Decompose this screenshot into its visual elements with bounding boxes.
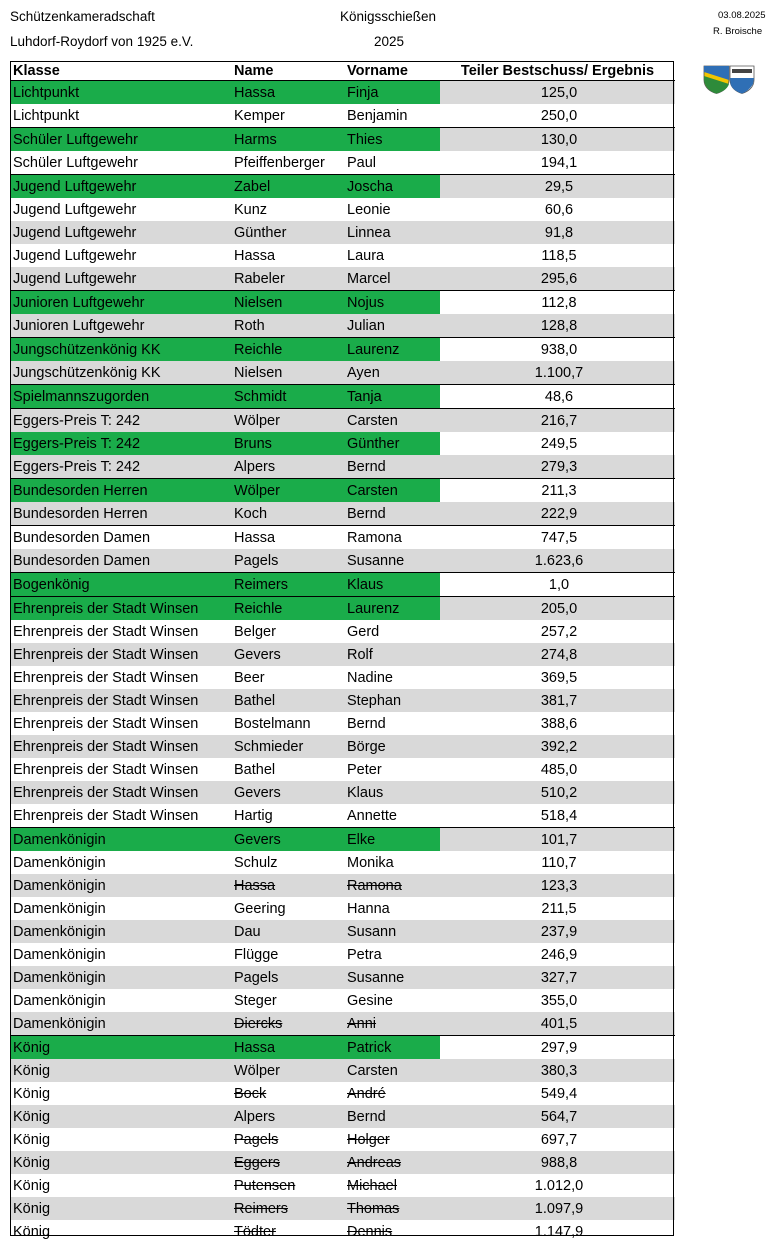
cell-name: Koch [231, 502, 344, 526]
table-row [10, 666, 675, 689]
cell-vorname: Gerd [347, 623, 380, 640]
table-row [10, 689, 675, 712]
table-row [10, 1012, 675, 1036]
cell-klasse: Bogenkönig [10, 573, 231, 597]
table-row [10, 920, 675, 943]
cell-vorname: Annette [347, 807, 397, 824]
cell-ergebnis: 60,6 [544, 201, 574, 218]
cell-klasse: König [10, 1036, 231, 1060]
cell-name: Schulz [234, 854, 278, 871]
cell-klasse: König [10, 1151, 231, 1174]
cell-klasse: König [13, 1131, 51, 1148]
cell-klasse: Bundesorden Herren [10, 502, 231, 526]
cell-ergebnis: 130,0 [440, 128, 675, 152]
cell-name: Harms [231, 128, 344, 152]
table-row [10, 966, 675, 989]
cell-klasse: Bundesorden Damen [10, 526, 231, 550]
cell-klasse: König [13, 1177, 51, 1194]
table-row [10, 314, 675, 338]
table-row [10, 943, 675, 966]
table-row [10, 128, 675, 152]
cell-klasse: Bundesorden Herren [10, 479, 231, 503]
table-row [10, 1059, 675, 1082]
cell-klasse: Jugend Luftgewehr [10, 221, 231, 244]
cell-ergebnis: 380,3 [440, 1059, 675, 1082]
cell-ergebnis: 295,6 [440, 267, 675, 291]
table-row [10, 432, 675, 455]
cell-vorname: Monika [347, 854, 394, 871]
cell-vorname: Holger [347, 1131, 390, 1148]
cell-vorname: Susann [344, 920, 440, 943]
table-row [10, 338, 675, 362]
cell-klasse: Spielmannszugorden [10, 385, 231, 409]
cell-ergebnis: 194,1 [540, 154, 578, 171]
cell-ergebnis: 246,9 [540, 946, 578, 963]
cell-klasse: Damenkönigin [10, 828, 231, 852]
cell-ergebnis: 249,5 [540, 435, 578, 452]
table-row [10, 1174, 675, 1197]
cell-klasse: Damenkönigin [10, 1012, 231, 1036]
cell-vorname: Ramona [344, 874, 440, 897]
cell-vorname: Michael [347, 1177, 397, 1194]
cell-name: Hassa [234, 247, 276, 264]
cell-klasse: Bundesorden Damen [10, 549, 231, 573]
cell-klasse: Eggers-Preis T: 242 [10, 409, 231, 433]
print-date: 03.08.2025 [718, 10, 766, 21]
cell-klasse: Damenkönigin [10, 874, 231, 897]
cell-klasse: Ehrenpreis der Stadt Winsen [13, 761, 199, 778]
cell-name: Gevers [231, 828, 344, 852]
results-table [10, 61, 675, 1243]
table-row [10, 502, 675, 526]
table-row [10, 549, 675, 573]
cell-klasse: Ehrenpreis der Stadt Winsen [13, 669, 199, 686]
cell-ergebnis: 48,6 [440, 385, 675, 409]
table-row [10, 1036, 675, 1060]
cell-ergebnis: 747,5 [440, 526, 675, 550]
cell-name: Pfeiffenberger [234, 154, 325, 171]
cell-ergebnis: 101,7 [440, 828, 675, 852]
table-row [10, 781, 675, 804]
table-row [10, 361, 675, 385]
cell-vorname: Laura [347, 247, 385, 264]
cell-klasse: Damenkönigin [13, 854, 106, 871]
header-name: Name [231, 61, 344, 81]
cell-klasse: Jugend Luftgewehr [10, 267, 231, 291]
cell-vorname: Klaus [344, 573, 440, 597]
cell-klasse: Jungschützenkönig KK [10, 338, 231, 362]
cell-ergebnis: 355,0 [540, 992, 578, 1009]
table-row [10, 1197, 675, 1220]
cell-vorname: Elke [344, 828, 440, 852]
cell-klasse: Damenkönigin [13, 946, 106, 963]
cell-ergebnis: 123,3 [440, 874, 675, 897]
cell-vorname: Ramona [344, 526, 440, 550]
cell-vorname: Klaus [344, 781, 440, 804]
table-row [10, 175, 675, 199]
cell-ergebnis: 1.623,6 [440, 549, 675, 573]
cell-name: Günther [231, 221, 344, 244]
cell-name: Reichle [231, 338, 344, 362]
cell-vorname: Joscha [344, 175, 440, 199]
cell-klasse: Ehrenpreis der Stadt Winsen [10, 735, 231, 758]
cell-ergebnis: 1.097,9 [440, 1197, 675, 1220]
cell-klasse: König [10, 1197, 231, 1220]
header-klasse: Klasse [10, 61, 231, 81]
cell-ergebnis: 118,5 [541, 247, 577, 264]
cell-vorname: Bernd [347, 715, 386, 732]
table-row [10, 851, 675, 874]
cell-name: Dau [231, 920, 344, 943]
table-row [10, 620, 675, 643]
cell-klasse: Jugend Luftgewehr [13, 247, 137, 264]
cell-vorname: Susanne [344, 549, 440, 573]
table-row [10, 758, 675, 781]
cell-ergebnis: 518,4 [540, 807, 578, 824]
cell-vorname: Laurenz [344, 597, 440, 621]
cell-klasse: Junioren Luftgewehr [10, 314, 231, 338]
cell-vorname: Carsten [344, 479, 440, 503]
cell-vorname: Nojus [344, 291, 440, 315]
cell-klasse: Jugend Luftgewehr [13, 201, 137, 218]
club-name-line2: Luhdorf-Roydorf von 1925 e.V. [10, 34, 194, 49]
table-row [10, 1105, 675, 1128]
cell-vorname: André [347, 1085, 386, 1102]
table-row [10, 874, 675, 897]
cell-name: Schmieder [231, 735, 344, 758]
cell-ergebnis: 211,5 [541, 900, 577, 917]
table-row [10, 597, 675, 621]
cell-klasse: Damenkönigin [13, 992, 106, 1009]
cell-klasse: Lichtpunkt [13, 107, 80, 124]
cell-klasse: Schüler Luftgewehr [13, 154, 138, 171]
cell-vorname: Anni [344, 1012, 440, 1036]
cell-ergebnis: 250,0 [540, 107, 578, 124]
cell-vorname: Dennis [347, 1223, 393, 1240]
cell-klasse: Jungschützenkönig KK [10, 361, 231, 385]
cell-vorname: Susanne [344, 966, 440, 989]
cell-name: Reichle [231, 597, 344, 621]
table-row [10, 735, 675, 758]
table-row [10, 804, 675, 828]
cell-vorname: Rolf [344, 643, 440, 666]
cell-name: Beer [234, 669, 265, 686]
cell-name: Schmidt [231, 385, 344, 409]
cell-name: Tödter [234, 1223, 276, 1240]
table-row [10, 526, 675, 550]
table-row [10, 244, 675, 267]
cell-vorname: Benjamin [347, 107, 408, 124]
cell-name: Roth [231, 314, 344, 338]
cell-name: Gevers [231, 643, 344, 666]
cell-name: Putensen [234, 1177, 296, 1194]
cell-name: Kunz [234, 201, 268, 218]
cell-ergebnis: 211,3 [440, 479, 675, 503]
cell-ergebnis: 697,7 [540, 1131, 578, 1148]
table-row [10, 712, 675, 735]
cell-vorname: Börge [344, 735, 440, 758]
table-row [10, 1151, 675, 1174]
cell-name: Gevers [231, 781, 344, 804]
cell-ergebnis: 485,0 [540, 761, 578, 778]
event-year: 2025 [374, 34, 405, 49]
cell-vorname: Carsten [344, 1059, 440, 1082]
table-row [10, 1128, 675, 1151]
cell-ergebnis: 29,5 [440, 175, 675, 199]
cell-name: Geering [234, 900, 286, 917]
cell-vorname: Ayen [344, 361, 440, 385]
event-title: Königsschießen [340, 9, 437, 24]
table-row [10, 221, 675, 244]
cell-ergebnis: 112,8 [440, 291, 675, 315]
cell-name: Alpers [231, 1105, 344, 1128]
cell-vorname: Thies [344, 128, 440, 152]
cell-vorname: Thomas [344, 1197, 440, 1220]
cell-name: Pagels [231, 966, 344, 989]
cell-ergebnis: 1.012,0 [534, 1177, 584, 1194]
cell-vorname: Linnea [344, 221, 440, 244]
cell-vorname: Stephan [344, 689, 440, 712]
cell-name: Wölper [231, 479, 344, 503]
cell-ergebnis: 1.100,7 [440, 361, 675, 385]
table-header-row [10, 61, 675, 81]
cell-klasse: Jugend Luftgewehr [10, 175, 231, 199]
cell-ergebnis: 128,8 [440, 314, 675, 338]
cell-name: Zabel [231, 175, 344, 199]
cell-ergebnis: 216,7 [440, 409, 675, 433]
cell-vorname: Carsten [344, 409, 440, 433]
cell-vorname: Julian [344, 314, 440, 338]
table-row [10, 104, 675, 128]
cell-name: Diercks [231, 1012, 344, 1036]
cell-ergebnis: 388,6 [540, 715, 578, 732]
cell-name: Pagels [234, 1131, 279, 1148]
table-row [10, 291, 675, 315]
cell-klasse: Junioren Luftgewehr [10, 291, 231, 315]
cell-klasse: Ehrenpreis der Stadt Winsen [13, 623, 199, 640]
cell-ergebnis: 938,0 [440, 338, 675, 362]
cell-ergebnis: 369,5 [540, 669, 578, 686]
table-row [10, 573, 675, 597]
cell-name: Eggers [231, 1151, 344, 1174]
cell-vorname: Bernd [344, 1105, 440, 1128]
cell-name: Bathel [231, 689, 344, 712]
header-ergebnis: Teiler Bestschuss/ Ergebnis [440, 61, 675, 81]
cell-name: Flügge [234, 946, 279, 963]
cell-klasse: Eggers-Preis T: 242 [10, 432, 231, 455]
cell-klasse: Ehrenpreis der Stadt Winsen [13, 807, 199, 824]
cell-vorname: Hanna [347, 900, 390, 917]
cell-klasse: Ehrenpreis der Stadt Winsen [13, 715, 199, 732]
cell-name: Wölper [231, 1059, 344, 1082]
table-row [10, 455, 675, 479]
table-row [10, 409, 675, 433]
cell-vorname: Petra [347, 946, 382, 963]
cell-vorname: Andreas [344, 1151, 440, 1174]
cell-vorname: Laurenz [344, 338, 440, 362]
cell-klasse: König [10, 1105, 231, 1128]
cell-klasse: König [10, 1059, 231, 1082]
cell-vorname: Nadine [347, 669, 393, 686]
cell-vorname: Günther [344, 432, 440, 455]
cell-name: Steger [234, 992, 277, 1009]
cell-vorname: Tanja [344, 385, 440, 409]
table-row [10, 828, 675, 852]
cell-ergebnis: 392,2 [440, 735, 675, 758]
cell-ergebnis: 564,7 [440, 1105, 675, 1128]
cell-klasse: König [13, 1223, 51, 1240]
cell-klasse: König [13, 1085, 51, 1102]
cell-klasse: Ehrenpreis der Stadt Winsen [10, 597, 231, 621]
cell-name: Hartig [234, 807, 273, 824]
cell-ergebnis: 205,0 [440, 597, 675, 621]
cell-name: Nielsen [231, 361, 344, 385]
cell-klasse: Damenkönigin [10, 966, 231, 989]
cell-klasse: Lichtpunkt [10, 81, 231, 105]
cell-klasse: Schüler Luftgewehr [10, 128, 231, 152]
cell-ergebnis: 549,4 [540, 1085, 578, 1102]
cell-name: Wölper [231, 409, 344, 433]
cell-klasse: Ehrenpreis der Stadt Winsen [10, 781, 231, 804]
cell-vorname: Peter [347, 761, 382, 778]
cell-ergebnis: 401,5 [440, 1012, 675, 1036]
author-name: R. Broische [713, 26, 763, 37]
cell-klasse: Damenkönigin [13, 900, 106, 917]
cell-ergebnis: 381,7 [440, 689, 675, 712]
cell-vorname: Gesine [347, 992, 393, 1009]
cell-ergebnis: 1.147,9 [534, 1223, 584, 1240]
coat-of-arms-icon [703, 64, 755, 94]
cell-name: Pagels [231, 549, 344, 573]
table-row [10, 198, 675, 221]
table-row [10, 151, 675, 175]
cell-ergebnis: 110,7 [541, 854, 577, 871]
cell-ergebnis: 297,9 [440, 1036, 675, 1060]
table-row [10, 479, 675, 503]
table-row [10, 989, 675, 1012]
table-row [10, 897, 675, 920]
cell-name: Bock [234, 1085, 267, 1102]
cell-ergebnis: 257,2 [540, 623, 578, 640]
cell-name: Bathel [234, 761, 276, 778]
table-row [10, 81, 675, 105]
cell-vorname: Leonie [347, 201, 391, 218]
cell-ergebnis: 274,8 [440, 643, 675, 666]
table-row [10, 643, 675, 666]
cell-name: Hassa [231, 526, 344, 550]
cell-vorname: Marcel [344, 267, 440, 291]
cell-ergebnis: 125,0 [440, 81, 675, 105]
cell-name: Belger [234, 623, 276, 640]
cell-vorname: Bernd [344, 455, 440, 479]
header-vorname: Vorname [344, 61, 440, 81]
cell-name: Kemper [234, 107, 285, 124]
cell-klasse: Damenkönigin [10, 920, 231, 943]
cell-name: Bruns [231, 432, 344, 455]
cell-vorname: Paul [347, 154, 377, 171]
cell-name: Bostelmann [234, 715, 311, 732]
cell-ergebnis: 237,9 [440, 920, 675, 943]
table-row [10, 267, 675, 291]
cell-ergebnis: 1,0 [440, 573, 675, 597]
cell-name: Hassa [231, 81, 344, 105]
cell-ergebnis: 222,9 [440, 502, 675, 526]
cell-vorname: Bernd [344, 502, 440, 526]
cell-name: Alpers [231, 455, 344, 479]
cell-name: Reimers [231, 573, 344, 597]
table-row [10, 385, 675, 409]
cell-vorname: Patrick [344, 1036, 440, 1060]
cell-klasse: Eggers-Preis T: 242 [10, 455, 231, 479]
cell-ergebnis: 91,8 [440, 221, 675, 244]
cell-name: Rabeler [231, 267, 344, 291]
cell-klasse: Ehrenpreis der Stadt Winsen [10, 689, 231, 712]
cell-name: Reimers [231, 1197, 344, 1220]
table-row [10, 1082, 675, 1105]
cell-name: Hassa [231, 1036, 344, 1060]
cell-ergebnis: 279,3 [440, 455, 675, 479]
table-row [10, 1220, 675, 1243]
club-name-line1: Schützenkameradschaft [10, 9, 155, 24]
cell-ergebnis: 327,7 [440, 966, 675, 989]
cell-ergebnis: 988,8 [440, 1151, 675, 1174]
cell-name: Nielsen [231, 291, 344, 315]
cell-name: Hassa [231, 874, 344, 897]
cell-vorname: Finja [344, 81, 440, 105]
cell-klasse: Ehrenpreis der Stadt Winsen [10, 643, 231, 666]
cell-ergebnis: 510,2 [440, 781, 675, 804]
